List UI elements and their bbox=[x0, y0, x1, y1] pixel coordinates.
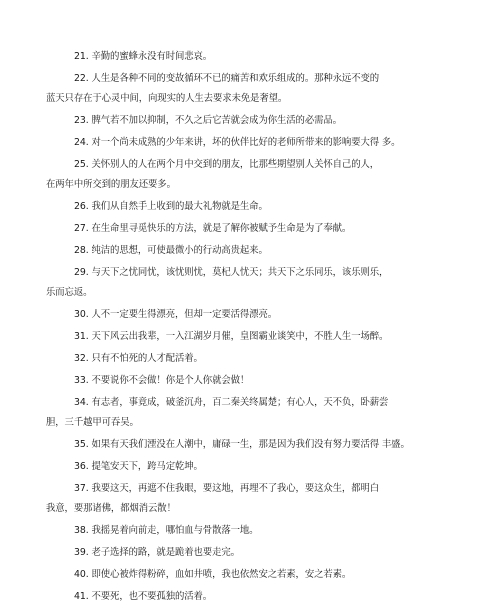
quote-line: 28. 纯洁的思想，可使最微小的行动高贵起来。 bbox=[74, 245, 268, 256]
quote-line: 23. 脾气若不加以抑制，不久之后它苦就会成为你生活的必需品。 bbox=[74, 115, 342, 126]
quote-item bbox=[74, 135, 464, 150]
quote-line-continued: 胆，三千越甲可吞吴。 bbox=[46, 417, 139, 428]
quote-line: 41. 不要死，也不要孤独的活着。 bbox=[74, 591, 213, 602]
quote-line: 39. 老子选择的路，就是跪着也要走完。 bbox=[74, 547, 240, 558]
quote-item bbox=[46, 157, 464, 192]
quote-line-continued: 蓝天只存在于心灵中间，向现实的人生去要求未免是奢望。 bbox=[46, 93, 288, 104]
quote-line: 22. 人生是各种不同的变故循环不已的痛苦和欢乐组成的。那种永远不变的 bbox=[74, 73, 380, 84]
quote-line: 36. 提笔安天下，跨马定乾坤。 bbox=[74, 461, 203, 472]
quote-line: 29. 与天下之忧同忧，该忧则忧，莫杞人忧天；共天下之乐同乐，该乐则乐， bbox=[74, 267, 389, 278]
quote-item bbox=[74, 307, 464, 322]
quote-line: 32. 只有不怕死的人才配活着。 bbox=[74, 353, 203, 364]
quote-line: 24. 对一个尚未成熟的少年来讲，坏的伙伴比好的老师所带来的影响要大得 多。 bbox=[74, 137, 401, 148]
quote-item bbox=[74, 113, 464, 128]
quote-item bbox=[74, 199, 464, 214]
quote-item bbox=[74, 329, 464, 344]
quote-item bbox=[74, 373, 464, 388]
quote-line: 31. 天下风云出我辈，一入江湖岁月催，皇图霸业谈笑中，不胜人生一场醉。 bbox=[74, 331, 389, 342]
quote-line: 35. 如果有天我们湮没在人潮中，庸碌一生，那是因为我们没有努力要活得 丰盛。 bbox=[74, 439, 410, 450]
quote-line: 30. 人不一定要生得漂亮，但却一定要活得漂亮。 bbox=[74, 309, 277, 320]
quote-line: 21. 辛勤的蜜蜂永没有时间悲哀。 bbox=[74, 51, 213, 62]
quote-line-continued: 我意，要那诸佛，都烟消云散！ bbox=[46, 503, 176, 514]
quote-line: 34. 有志者，事竟成，破釜沉舟，百二秦关终属楚；有心人，天不负，卧薪尝 bbox=[74, 397, 389, 408]
quote-line: 40. 即使心被炸得粉碎，血如井喷，我也依然安之若素，安之若素。 bbox=[74, 569, 352, 580]
quote-item bbox=[46, 71, 464, 106]
quote-item bbox=[74, 351, 464, 366]
quote-item bbox=[74, 459, 464, 474]
quote-item bbox=[74, 567, 464, 582]
quote-item bbox=[74, 221, 464, 236]
quote-line: 26. 我们从自然手上收到的最大礼物就是生命。 bbox=[74, 201, 268, 212]
quote-line-continued: 乐而忘返。 bbox=[46, 287, 93, 298]
quote-item bbox=[46, 395, 464, 430]
quote-item bbox=[46, 265, 464, 300]
quote-item bbox=[74, 437, 464, 452]
quote-line: 27. 在生命里寻觅快乐的方法，就是了解你被赋予生命是为了奉献。 bbox=[74, 223, 352, 234]
quote-line: 38. 我摇晃着向前走，哪怕血与骨散落一地。 bbox=[74, 525, 259, 536]
quote-item bbox=[74, 523, 464, 538]
quote-line-continued: 在两年中所交到的朋友还要多。 bbox=[46, 179, 176, 190]
quote-item bbox=[74, 49, 464, 64]
quote-item bbox=[74, 589, 464, 604]
quote-line: 37. 我要这天，再遮不住我眼，要这地，再埋不了我心，要这众生，都明白 bbox=[74, 483, 380, 494]
quote-line: 25. 关怀别人的人在两个月中交到的朋友，比那些期望别人关怀自己的人， bbox=[74, 159, 380, 170]
quote-item bbox=[74, 243, 464, 258]
quote-item bbox=[46, 481, 464, 516]
quote-line: 33. 不要说你不会做！你是个人你就会做！ bbox=[74, 375, 250, 386]
quote-item bbox=[74, 545, 464, 560]
